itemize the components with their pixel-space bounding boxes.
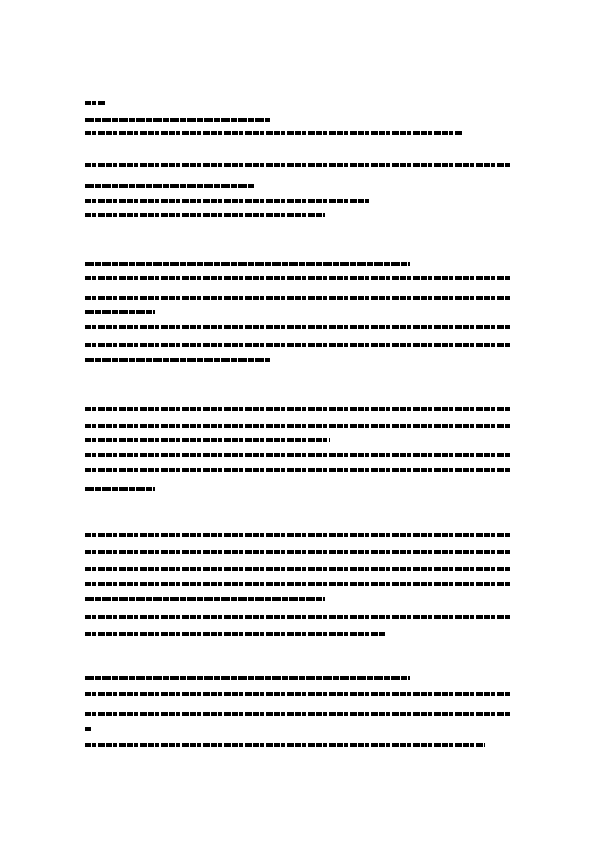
text-line — [85, 453, 510, 457]
text-line — [85, 424, 510, 428]
text-line — [85, 325, 510, 329]
text-line — [85, 468, 510, 472]
text-line — [85, 487, 155, 491]
text-line — [85, 343, 510, 347]
text-line — [85, 597, 325, 601]
section-heading — [85, 676, 410, 680]
text-line — [85, 632, 385, 636]
text-line — [85, 712, 510, 716]
text-line — [85, 582, 510, 586]
header-line — [85, 131, 463, 135]
text-line — [85, 567, 510, 571]
text-line — [85, 438, 330, 442]
text-line — [85, 163, 510, 167]
text-marker — [85, 727, 91, 731]
section-heading — [85, 262, 410, 266]
text-line — [85, 743, 485, 747]
text-line — [85, 533, 510, 537]
text-line — [85, 692, 510, 696]
text-line — [85, 296, 510, 300]
header-line — [85, 118, 270, 122]
text-line — [85, 213, 325, 217]
text-line — [85, 276, 510, 280]
text-line — [85, 550, 510, 554]
text-line — [85, 184, 255, 188]
text-line — [85, 310, 155, 314]
header-marker — [85, 101, 105, 105]
text-line — [85, 358, 270, 362]
text-line — [85, 199, 370, 203]
text-line — [85, 407, 510, 411]
text-line — [85, 615, 510, 619]
